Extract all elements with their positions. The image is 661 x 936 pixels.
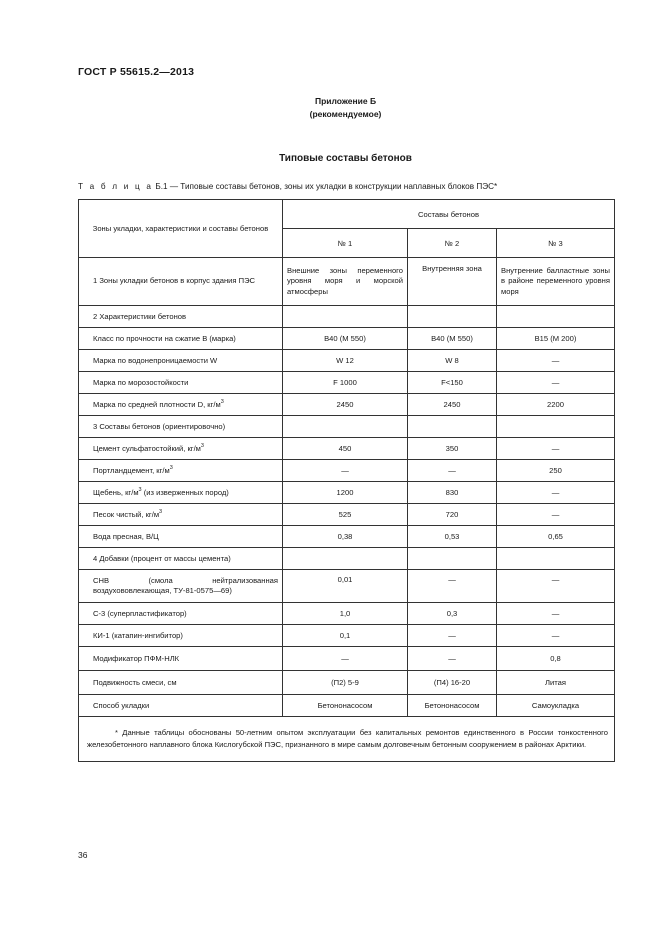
cell: 2450 [408, 394, 497, 416]
row-label-text: Портландцемент, кг/м [93, 466, 170, 475]
appendix-status: (рекомендуемое) [309, 109, 382, 119]
concrete-compositions-table [78, 199, 615, 762]
cell: W 8 [408, 350, 497, 372]
section-title: Типовые составы бетонов [279, 153, 412, 164]
document-code: ГОСТ Р 55615.2—2013 [78, 66, 195, 78]
cell: 830 [408, 482, 497, 504]
cell: — [497, 603, 615, 625]
table-row [79, 603, 615, 625]
section-label: 4 Добавки (процент от массы цемента) [79, 548, 283, 570]
cell: — [497, 438, 615, 460]
cell: — [408, 647, 497, 671]
cell: Самоукладка [497, 695, 615, 717]
row-label [79, 482, 283, 504]
row-label [79, 460, 283, 482]
header-col-3: № 3 [497, 229, 615, 258]
table-row [79, 695, 615, 717]
cell: — [497, 504, 615, 526]
cell: 2200 [497, 394, 615, 416]
cell: — [497, 482, 615, 504]
cell: 0,38 [283, 526, 408, 548]
cell: — [497, 625, 615, 647]
table-caption-text: Б.1 — Типовые составы бетонов, зоны их укладки в конструкции наплавных блоков ПЭС* [153, 182, 498, 191]
table-row [79, 258, 615, 306]
table-section-row [79, 416, 615, 438]
header-col-2: № 2 [408, 229, 497, 258]
row-label-text: Цемент сульфатостойкий, кг/м [93, 444, 201, 453]
cell: 0,3 [408, 603, 497, 625]
table-footnote-row [79, 717, 615, 762]
superscript: 3 [138, 487, 142, 493]
cell: 0,8 [497, 647, 615, 671]
cell: F 1000 [283, 372, 408, 394]
row-label: С-3 (суперпластификатор) [79, 603, 283, 625]
row-label: Класс по прочности на сжатие В (марка) [79, 328, 283, 350]
cell: В15 (М 200) [497, 328, 615, 350]
cell: 720 [408, 504, 497, 526]
table-row [79, 372, 615, 394]
header-zones: Зоны укладки, характеристики и составы бетонов [79, 200, 283, 258]
table-row [79, 647, 615, 671]
row-label [79, 504, 283, 526]
cell: В40 (М 550) [283, 328, 408, 350]
table-row [79, 350, 615, 372]
row-label-text: Песок чистый, кг/м [93, 510, 160, 519]
appendix-title: Приложение Б [314, 96, 377, 106]
cell: 0,65 [497, 526, 615, 548]
cell: 350 [408, 438, 497, 460]
cell: (П2) 5-9 [283, 671, 408, 695]
row-label: Вода пресная, В/Ц [79, 526, 283, 548]
section-label: 3 Составы бетонов (ориентировочно) [79, 416, 283, 438]
row-label: СНВ (смола нейтрализованная воздухововлекающая, ТУ-81-0575—69) [79, 570, 283, 603]
cell: 1,0 [283, 603, 408, 625]
row-label: 1 Зоны укладки бетонов в корпус здания ПЭС [79, 258, 283, 306]
table-caption [78, 182, 497, 191]
row-label-text: Марка по средней плотности D, кг/м [93, 400, 221, 409]
table-row [79, 460, 615, 482]
row-label: Марка по водонепроницаемости W [79, 350, 283, 372]
cell: В40 (М 550) [408, 328, 497, 350]
table-row [79, 504, 615, 526]
header-compositions: Составы бетонов [283, 200, 615, 229]
cell: 525 [283, 504, 408, 526]
cell: 0,01 [283, 570, 408, 603]
cell: Бетононасосом [408, 695, 497, 717]
cell: Внутренняя зона [408, 258, 497, 306]
row-label-text: (из изверженных пород) [141, 488, 229, 497]
header-col-1: № 1 [283, 229, 408, 258]
cell: — [497, 372, 615, 394]
table-section-row [79, 306, 615, 328]
table-caption-prefix: Т а б л и ц а [78, 182, 154, 191]
row-label: Марка по морозостойкости [79, 372, 283, 394]
cell: — [408, 625, 497, 647]
row-label: Подвижность смеси, см [79, 671, 283, 695]
row-label [79, 438, 283, 460]
cell: Бетононасосом [283, 695, 408, 717]
cell: 450 [283, 438, 408, 460]
superscript: 3 [200, 443, 204, 449]
cell: 250 [497, 460, 615, 482]
table-header-row [79, 200, 615, 229]
superscript: 3 [169, 465, 173, 471]
page-number: 36 [78, 850, 88, 860]
cell: — [497, 570, 615, 603]
table-row [79, 570, 615, 603]
appendix-heading [0, 95, 661, 121]
row-label: КИ-1 (катапин-ингибитор) [79, 625, 283, 647]
superscript: 3 [220, 399, 224, 405]
table-row [79, 671, 615, 695]
table-section-row [79, 548, 615, 570]
cell: Внутренние балластные зоны в районе переменного уровня моря [497, 258, 615, 306]
cell: — [283, 647, 408, 671]
table-row [79, 526, 615, 548]
row-label-text: Щебень, кг/м [93, 488, 139, 497]
table-row [79, 394, 615, 416]
superscript: 3 [159, 509, 163, 515]
cell: — [497, 350, 615, 372]
cell: Внешние зоны переменного уровня моря и морской атмосферы [283, 258, 408, 306]
cell: 1200 [283, 482, 408, 504]
row-label: Способ укладки [79, 695, 283, 717]
table-row [79, 625, 615, 647]
cell: 0,53 [408, 526, 497, 548]
cell: 0,1 [283, 625, 408, 647]
cell: — [408, 570, 497, 603]
table-row [79, 328, 615, 350]
row-label [79, 394, 283, 416]
table-row [79, 438, 615, 460]
cell: 2450 [283, 394, 408, 416]
table-footnote: * Данные таблицы обоснованы 50-летним опытом эксплуатации без капитальных ремонтов единственного в России тонкостенного железобетонного наплавного блока Кислогубской ПЭС, признанного в мире самым долговечным бетонным сооружением в районах Арктики. [79, 717, 615, 762]
cell: — [408, 460, 497, 482]
section-label: 2 Характеристики бетонов [79, 306, 283, 328]
cell: Литая [497, 671, 615, 695]
row-label: Модификатор ПФМ-НЛК [79, 647, 283, 671]
cell: (П4) 16-20 [408, 671, 497, 695]
cell: W 12 [283, 350, 408, 372]
cell: — [283, 460, 408, 482]
cell: F<150 [408, 372, 497, 394]
table-row [79, 482, 615, 504]
